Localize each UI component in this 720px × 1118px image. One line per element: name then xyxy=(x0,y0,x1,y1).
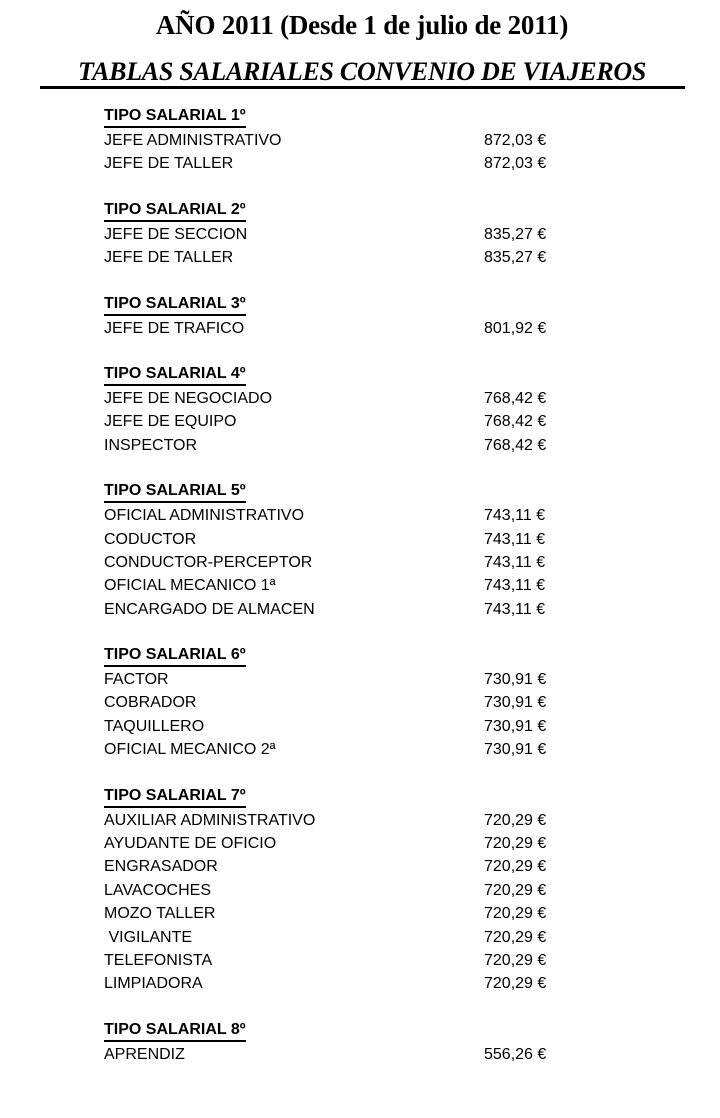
job-category: JEFE ADMINISTRATIVO xyxy=(104,132,282,149)
salary-amount: 720,29 € xyxy=(484,928,547,946)
job-category: ENCARGADO DE ALMACEN xyxy=(104,600,315,618)
salary-amount: 743,11 € xyxy=(484,530,546,548)
table-row xyxy=(104,504,584,527)
table-row xyxy=(104,738,584,761)
salary-group xyxy=(104,200,584,270)
salary-group-header: TIPO SALARIAL 7º xyxy=(104,786,246,808)
job-category: TELEFONISTA xyxy=(104,951,213,969)
table-row xyxy=(104,902,584,925)
table-row xyxy=(104,809,584,832)
salary-amount: 720,29 € xyxy=(484,811,547,829)
salary-group-header: TIPO SALARIAL 2º xyxy=(104,200,246,222)
table-row xyxy=(104,598,584,621)
job-category: ENGRASADOR xyxy=(104,858,218,876)
job-category: AYUDANTE DE OFICIO xyxy=(104,835,277,853)
job-category: OFICIAL ADMINISTRATIVO xyxy=(104,507,305,525)
table-row xyxy=(104,949,584,972)
job-category: JEFE DE TRAFICO xyxy=(104,319,245,337)
salary-amount: 743,11 € xyxy=(484,600,546,618)
salary-amount: 768,42 € xyxy=(484,436,547,454)
table-row xyxy=(104,317,584,340)
table-row xyxy=(104,246,584,269)
table-row xyxy=(104,691,584,714)
salary-group-header: TIPO SALARIAL 6º xyxy=(104,645,246,667)
table-row xyxy=(104,668,584,691)
salary-amount: 730,91 € xyxy=(484,694,547,712)
salary-amount: 730,91 € xyxy=(484,671,547,689)
job-category: OFICIAL MECANICO 1ª xyxy=(104,577,276,595)
job-category: OFICIAL MECANICO 2ª xyxy=(104,741,276,759)
job-category: JEFE DE TALLER xyxy=(104,155,234,173)
job-category: FACTOR xyxy=(104,671,169,689)
table-row xyxy=(104,129,584,152)
job-category: APRENDIZ xyxy=(104,1045,185,1063)
salary-group xyxy=(104,364,584,457)
salary-group xyxy=(104,294,584,340)
salary-amount: 768,42 € xyxy=(484,413,547,431)
salary-amount: 720,29 € xyxy=(484,975,547,993)
salary-amount: 743,11 € xyxy=(484,553,546,571)
salary-group-header: TIPO SALARIAL 3º xyxy=(104,294,246,316)
salary-table xyxy=(104,106,584,1090)
subtitle-underline-rule xyxy=(40,86,685,89)
table-row xyxy=(104,926,584,949)
salary-group xyxy=(104,786,584,996)
document-subtitle: TABLAS SALARIALES CONVENIO DE VIAJEROS xyxy=(77,57,646,86)
table-row xyxy=(104,715,584,738)
table-row xyxy=(104,387,584,410)
salary-group-header: TIPO SALARIAL 4º xyxy=(104,364,246,386)
salary-amount: 835,27 € xyxy=(484,249,547,267)
job-category: JEFE DE SECCION xyxy=(104,225,248,243)
salary-amount: 835,27 € xyxy=(484,225,547,243)
salary-amount: 730,91 € xyxy=(484,741,547,759)
table-row xyxy=(104,832,584,855)
table-row xyxy=(104,879,584,902)
salary-group xyxy=(104,106,584,176)
salary-amount: 720,29 € xyxy=(484,905,547,923)
job-category: LAVACOCHES xyxy=(104,881,211,899)
job-category: JEFE DE NEGOCIADO xyxy=(104,389,273,407)
table-row xyxy=(104,1043,584,1066)
salary-amount: 556,26 € xyxy=(484,1045,547,1063)
salary-group-header: TIPO SALARIAL 1º xyxy=(104,106,246,128)
salary-group xyxy=(104,481,584,621)
salary-amount: 801,92 € xyxy=(484,319,547,337)
salary-amount: 872,03 € xyxy=(484,155,547,173)
table-row xyxy=(104,972,584,995)
table-row xyxy=(104,528,584,551)
salary-amount: 743,11 € xyxy=(484,507,546,525)
salary-amount: 720,29 € xyxy=(484,881,547,899)
job-category: CONDUCTOR-PERCEPTOR xyxy=(104,553,313,571)
salary-amount: 720,29 € xyxy=(484,858,547,876)
job-category: LIMPIADORA xyxy=(104,975,203,993)
table-row xyxy=(104,551,584,574)
job-category: TAQUILLERO xyxy=(104,717,205,735)
job-category: VIGILANTE xyxy=(104,928,193,946)
salary-group-header: TIPO SALARIAL 5º xyxy=(104,481,246,503)
salary-amount: 720,29 € xyxy=(484,835,547,853)
job-category: INSPECTOR xyxy=(104,436,198,454)
table-row xyxy=(104,574,584,597)
salary-amount: 872,03 € xyxy=(484,132,547,149)
salary-amount: 768,42 € xyxy=(484,389,547,407)
job-category: JEFE DE TALLER xyxy=(104,249,234,267)
table-row xyxy=(104,223,584,246)
document-title: AÑO 2011 (Desde 1 de julio de 2011) xyxy=(155,10,569,40)
job-category: COBRADOR xyxy=(104,694,197,712)
job-category: JEFE DE EQUIPO xyxy=(104,413,237,431)
job-category: MOZO TALLER xyxy=(104,905,216,923)
salary-amount: 720,29 € xyxy=(484,951,547,969)
salary-amount: 730,91 € xyxy=(484,717,547,735)
table-row xyxy=(104,152,584,175)
table-row xyxy=(104,855,584,878)
table-row xyxy=(104,434,584,457)
job-category: CODUCTOR xyxy=(104,530,197,548)
salary-group xyxy=(104,1020,584,1066)
salary-group-header: TIPO SALARIAL 8º xyxy=(104,1020,246,1042)
salary-amount: 743,11 € xyxy=(484,577,546,595)
table-row xyxy=(104,410,584,433)
job-category: AUXILIAR ADMINISTRATIVO xyxy=(104,811,316,829)
salary-group xyxy=(104,645,584,762)
